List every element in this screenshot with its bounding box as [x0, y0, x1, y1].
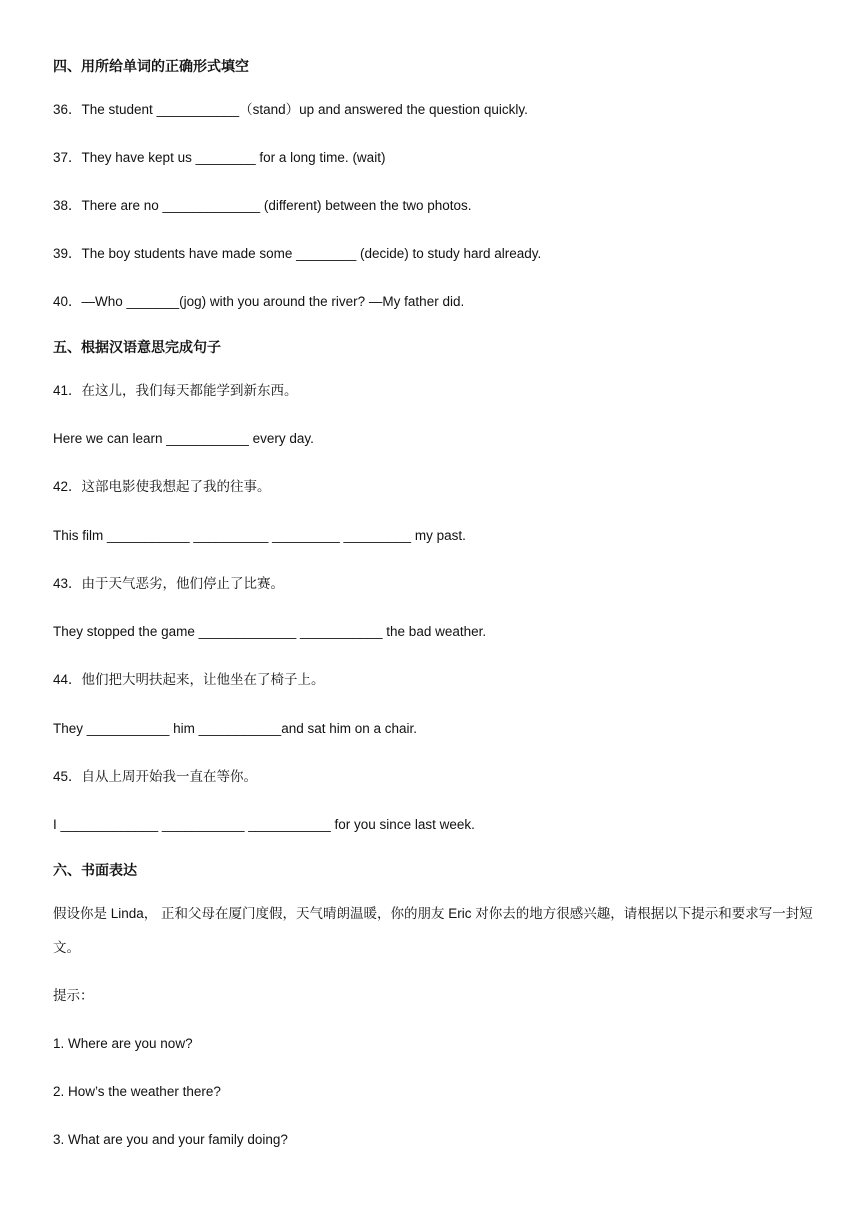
question-36: 36．The student ___________（stand）up and answered the question quickly. [53, 102, 528, 117]
question-38: 38．There are no _____________ (different) between the two photos. [53, 198, 472, 213]
question-45-english: I _____________ ___________ ___________ for you since last week. [53, 817, 475, 832]
section-5-heading: 五、根据汉语意思完成句子 [53, 339, 221, 355]
question-44-chinese: 44．他们把大明扶起来，让他坐在了椅子上。 [53, 672, 325, 687]
question-42-chinese: 42．这部电影使我想起了我的往事。 [53, 479, 271, 494]
section-4-heading: 四、用所给单词的正确形式填空 [53, 58, 249, 74]
question-45-chinese: 45．自从上周开始我一直在等你。 [53, 769, 258, 784]
question-42-english: This film ___________ __________ _________ _________ my past. [53, 528, 466, 543]
question-44-english: They ___________ him ___________and sat him on a chair. [53, 721, 418, 736]
question-41-english: Here we can learn ___________ every day. [53, 431, 314, 446]
writing-prompt: 假设你是 Linda， 正和父母在厦门度假，天气晴朗温暖，你的朋友 Eric 对你去的地方很感兴趣，请根据以下提示和要求写一封短文。 [53, 906, 813, 955]
question-41-chinese: 41．在这儿，我们每天都能学到新东西。 [53, 383, 298, 398]
question-39: 39．The boy students have made some ________ (decide) to study hard already. [53, 246, 542, 261]
section-6-heading: 六、书面表达 [53, 862, 137, 878]
hint-3: 3. What are you and your family doing? [53, 1132, 288, 1147]
hint-label: 提示： [53, 988, 94, 1003]
question-40: 40．—Who _______(jog) with you around the river? —My father did. [53, 294, 465, 309]
hint-2: 2. How’s the weather there? [53, 1084, 221, 1099]
hint-1: 1. Where are you now? [53, 1036, 193, 1051]
question-43-english: They stopped the game _____________ ___________ the bad weather. [53, 624, 487, 639]
question-37: 37．They have kept us ________ for a long time. (wait) [53, 150, 386, 165]
question-43-chinese: 43．由于天气恶劣，他们停止了比赛。 [53, 576, 285, 591]
